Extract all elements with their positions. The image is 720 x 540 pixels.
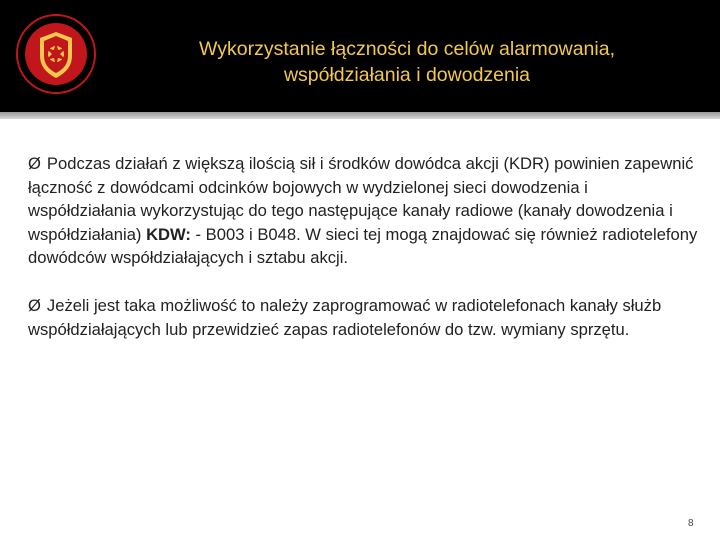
arrow-bullet-icon: Ø: [28, 154, 41, 173]
paragraph-1-bold: KDW:: [146, 224, 191, 244]
slide-title: [112, 36, 702, 88]
paragraph-2-text: Jeżeli jest taka możliwość to należy zaprogramować w radiotelefonach kanały służb współdziałających lub przewidzieć zapas radiotelefonów do tzw. wymiany sprzętu.: [28, 295, 662, 339]
fire-association-logo: [16, 14, 96, 94]
paragraph-1-text-after: - B003 i B048. W sieci tej mogą znajdować się również radiotelefony dowódców współdziałających i sztabu akcji.: [28, 224, 698, 268]
slide-title-line2: współdziałania i dowodzenia: [283, 64, 531, 86]
slide-body: [28, 152, 698, 365]
paragraph-1-text: Podczas działań z większą ilością sił i środków dowódca akcji (KDR) powinien zapewnić łączność z dowódcami odcinków bojowych w wydzielonej sieci dowodzenia i współdziałania wykorzystując do tego następujące kanały radiowe (kanały dowodzenia i współdziałania): [28, 154, 694, 244]
arrow-bullet-icon: Ø: [28, 295, 41, 315]
bullet-paragraph-2: [28, 294, 698, 341]
bullet-paragraph-1: [28, 152, 698, 270]
page-number: 8: [688, 518, 694, 529]
header-divider: [0, 112, 720, 119]
slide-title-line1: Wykorzystanie łączności do celów alarmowania,: [199, 38, 615, 60]
slide-header: [0, 0, 720, 112]
